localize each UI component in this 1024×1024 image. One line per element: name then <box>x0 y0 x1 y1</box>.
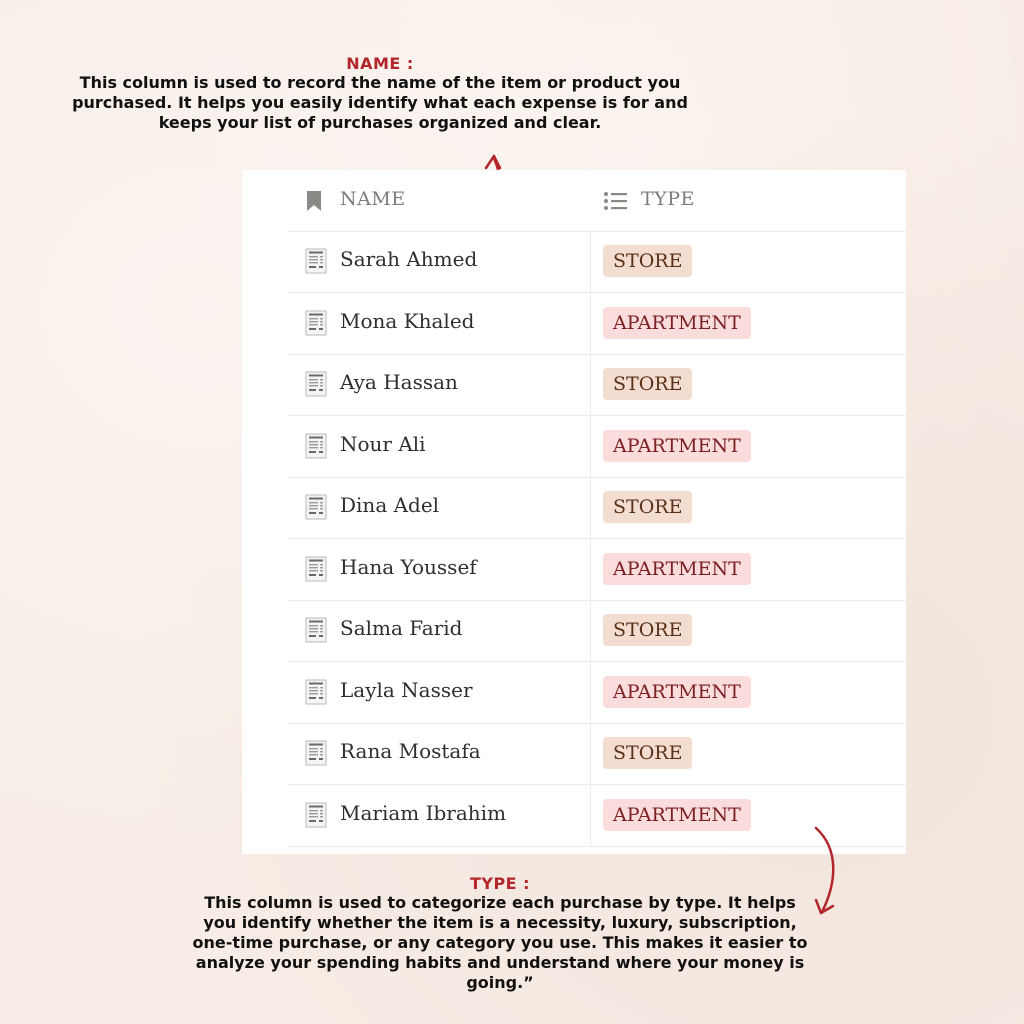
row-name: Dina Adel <box>340 493 440 517</box>
row-name: Hana Youssef <box>340 554 477 579</box>
table-row[interactable] <box>288 231 906 293</box>
type-tag: APARTMENT <box>603 676 751 708</box>
receipt-icon <box>305 494 327 520</box>
receipt-icon <box>305 679 327 705</box>
row-name: Mariam Ibrahim <box>340 800 507 825</box>
receipt-icon <box>305 310 327 336</box>
name-column-label: NAME <box>340 188 406 210</box>
type-cell[interactable] <box>591 293 906 354</box>
type-cell[interactable] <box>591 723 906 784</box>
name-annotation-heading: NAME : <box>346 54 414 73</box>
type-tag: STORE <box>603 245 692 277</box>
type-tag: APARTMENT <box>603 430 751 462</box>
name-annotation-text: This column is used to record the name of the item or product you purchased. It helps you easily identify what each expense is for and keeps your list of purchases organized and clear. <box>72 73 688 132</box>
type-tag: APARTMENT <box>603 553 751 585</box>
table-row[interactable] <box>288 539 906 601</box>
row-name: Sarah Ahmed <box>340 247 478 271</box>
type-tag: STORE <box>603 491 692 523</box>
name-cell[interactable] <box>288 477 591 538</box>
purchases-table <box>242 170 906 854</box>
row-name: Nour Ali <box>340 431 426 456</box>
name-cell[interactable] <box>288 723 591 784</box>
type-column-header[interactable] <box>591 170 906 231</box>
type-tag: APARTMENT <box>603 307 751 339</box>
list-icon <box>603 191 629 211</box>
type-tag: STORE <box>603 737 692 769</box>
row-name: Rana Mostafa <box>340 739 481 763</box>
row-name: Aya Hassan <box>340 370 458 394</box>
type-tag: STORE <box>603 368 692 400</box>
row-name: Mona Khaled <box>340 308 475 333</box>
receipt-icon <box>305 802 327 828</box>
table-row[interactable] <box>288 293 906 355</box>
row-name: Layla Nasser <box>340 677 473 702</box>
table-row[interactable] <box>288 477 906 539</box>
table-row[interactable] <box>288 600 906 662</box>
type-cell[interactable] <box>591 662 906 723</box>
type-cell[interactable] <box>591 600 906 661</box>
bookmark-icon <box>306 190 322 212</box>
receipt-icon <box>305 617 327 643</box>
type-tag: STORE <box>603 614 692 646</box>
type-cell[interactable] <box>591 477 906 538</box>
curved-arrow-down-icon <box>806 824 846 918</box>
type-cell[interactable] <box>591 231 906 292</box>
name-cell[interactable] <box>288 354 591 415</box>
name-cell[interactable] <box>288 231 591 292</box>
type-cell[interactable] <box>591 416 906 477</box>
table-row[interactable] <box>288 416 906 478</box>
type-column-label: TYPE <box>641 188 695 210</box>
type-column-annotation <box>190 874 810 993</box>
receipt-icon <box>305 556 327 582</box>
receipt-icon <box>305 248 327 274</box>
type-cell[interactable] <box>591 354 906 415</box>
type-tag: APARTMENT <box>603 799 751 831</box>
receipt-icon <box>305 740 327 766</box>
name-cell[interactable] <box>288 785 591 846</box>
name-cell[interactable] <box>288 416 591 477</box>
receipt-icon <box>305 371 327 397</box>
table-row[interactable] <box>288 723 906 785</box>
type-cell[interactable] <box>591 539 906 600</box>
table-header-row <box>288 170 906 232</box>
table-row[interactable] <box>288 662 906 724</box>
name-cell[interactable] <box>288 539 591 600</box>
row-name: Salma Farid <box>340 616 463 640</box>
type-cell[interactable] <box>591 785 906 846</box>
name-cell[interactable] <box>288 662 591 723</box>
name-cell[interactable] <box>288 293 591 354</box>
type-annotation-text: This column is used to categorize each purchase by type. It helps you identify whether the item is a necessity, luxury, subscription, one-time purchase, or any category you use. This makes it easier to analyze your spending habits and understand where your money is going.” <box>192 893 808 992</box>
name-column-annotation <box>60 54 700 133</box>
receipt-icon <box>305 433 327 459</box>
name-cell[interactable] <box>288 600 591 661</box>
type-annotation-heading: TYPE : <box>469 874 531 893</box>
table-row[interactable] <box>288 354 906 416</box>
name-column-header[interactable] <box>288 170 590 231</box>
